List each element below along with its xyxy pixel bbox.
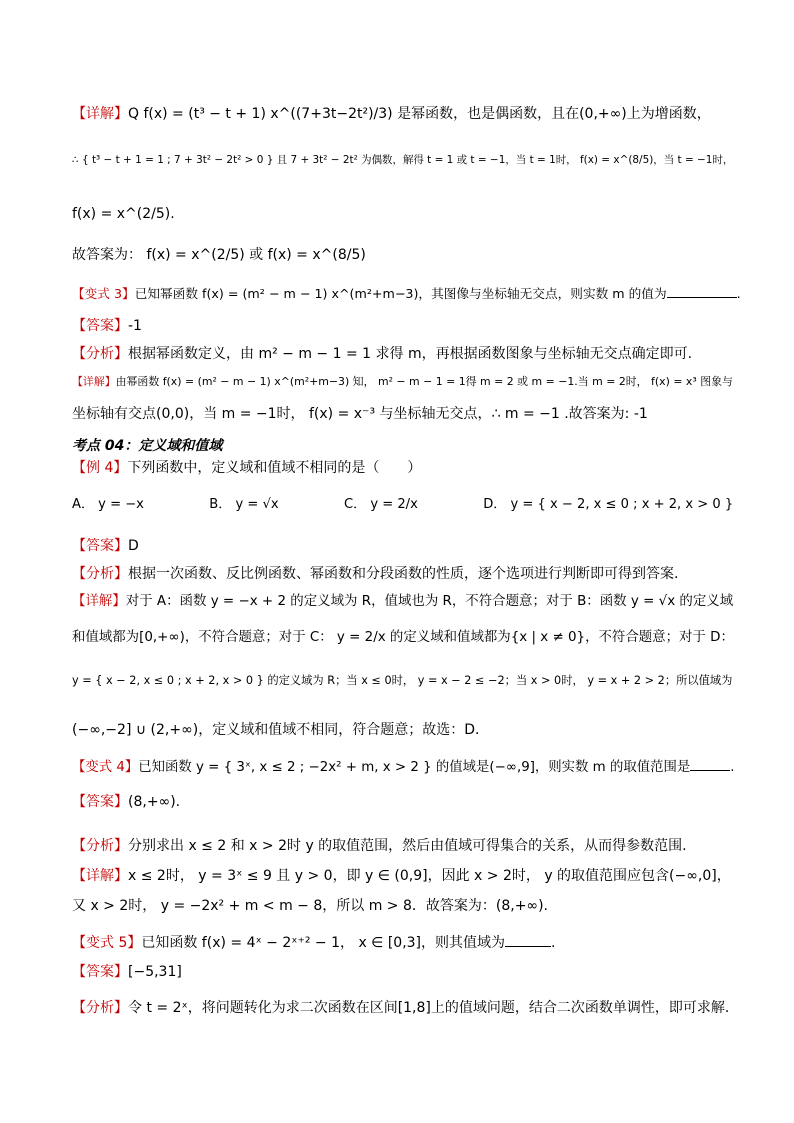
line-text: 已知函数 y = { 3ˣ, x ≤ 2 ; −2x² + m, x > 2 } 的值域是(−∞,9]，则实数 m 的取值范围是 (138, 760, 691, 775)
line-text: 故答案为： f(x) = x^(2/5) 或 f(x) = x^(8/5) (72, 247, 366, 263)
section-tag: 【变式 4】 (72, 760, 139, 775)
text-line (72, 536, 734, 556)
section-tag: 【分析】 (72, 566, 128, 582)
text-line: 【变式 3】已知幂函数 f(x) = (m² − m − 1) x^(m²+m−3)，其图像与坐标轴无交点，则实数 m 的值为 . (72, 283, 734, 304)
section-tag: 【变式 3】 (72, 286, 135, 301)
section-tag: 【例 4】 (72, 460, 128, 476)
text-line (72, 866, 734, 886)
line-text: 下列函数中，定义域和值域不相同的是（ ） (127, 460, 422, 476)
text-line (72, 720, 734, 740)
section-heading (72, 436, 734, 456)
text-line (72, 896, 734, 916)
text-line (72, 316, 734, 336)
text-line (72, 962, 734, 982)
line-text: ∴ { t³ − t + 1 = 1 ; 7 + 3t² − 2t² > 0 } 且 7 + 3t² − 2t² 为偶数，解得 t = 1 或 t = −1，当 t = 1时， f(x) = x^(8/5)，当 t = −1时， (72, 154, 734, 166)
section-tag: 【分析】 (72, 838, 128, 854)
line-text: 又 x > 2时， y = −2x² + m < m − 8，所以 m > 8．故答案为：(8,+∞). (72, 898, 548, 914)
text-line (72, 404, 734, 424)
section-tag: 【分析】 (72, 346, 128, 362)
section-tag: 【详解】 (72, 868, 128, 884)
text-line (72, 150, 734, 170)
section-tag: 【变式 5】 (72, 935, 142, 951)
line-text: Q f(x) = (t³ − t + 1) x^((7+3t−2t²)/3) 是幂函数，也是偶函数，且在(0,+∞)上为增函数， (128, 106, 711, 122)
section-tag: 【分析】 (72, 1000, 128, 1016)
text-line (72, 458, 734, 478)
line-text: 根据幂函数定义，由 m² − m − 1 = 1 求得 m，再根据函数图象与坐标轴无交点确定即可. (128, 346, 693, 362)
section-tag: 【答案】 (72, 318, 128, 334)
line-text: -1 (128, 318, 142, 334)
line-text: 考点 04：定义域和值域 (72, 438, 223, 454)
line-text: 对于 A：函数 y = −x + 2 的定义域为 R，值域也为 R，不符合题意；对于 B：函数 y = √x 的定义域 (125, 594, 734, 609)
section-tag: 【详解】 (72, 594, 126, 609)
line-text: 分别求出 x ≤ 2 和 x > 2时 y 的取值范围，然后由值域可得集合的关系，从而得参数范围. (128, 838, 687, 854)
text-line (72, 792, 734, 812)
line-text: 已知幂函数 f(x) = (m² − m − 1) x^(m²+m−3)，其图像与坐标轴无交点，则实数 m 的值为 (134, 286, 667, 301)
line-text: y = { x − 2, x ≤ 0 ; x + 2, x > 0 } 的定义域为 R；当 x ≤ 0时， y = x − 2 ≤ −2；当 x > 0时， y = x + 2 > 2；所以值域为 (72, 674, 733, 687)
text-line (72, 495, 734, 515)
line-text: 坐标轴有交点(0,0)，当 m = −1时， f(x) = x⁻³ 与坐标轴无交点，∴ m = −1 .故答案为: -1 (72, 406, 648, 422)
line-text: (−∞,−2] ∪ (2,+∞)，定义域和值域不相同，符合题意；故选：D. (72, 722, 480, 738)
line-text: (8,+∞). (128, 794, 181, 810)
text-line (72, 671, 734, 691)
section-tag: 【答案】 (72, 964, 128, 980)
section-tag: 【答案】 (72, 794, 128, 810)
line-text: 已知函数 f(x) = 4ˣ − 2ˣ⁺² − 1， x ∈ [0,3]，则其值域为 (141, 935, 506, 951)
line-text: 令 t = 2ˣ，将问题转化为求二次函数在区间[1,8]上的值域问题，结合二次函数单调性，即可求解. (128, 1000, 730, 1016)
answer-blank (690, 756, 730, 771)
text-line (72, 104, 734, 124)
text-line (72, 372, 734, 392)
line-text: [−5,31] (128, 964, 182, 980)
section-tag: 【详解】 (72, 106, 128, 122)
text-line (72, 628, 734, 648)
line-text: 由幂函数 f(x) = (m² − m − 1) x^(m²+m−3) 知， m² − m − 1 = 1得 m = 2 或 m = −1.当 m = 2时， f(x) = x³ 图象与 (115, 375, 733, 388)
text-line (72, 592, 734, 612)
text-line (72, 998, 734, 1018)
section-tag: 【详解】 (72, 375, 116, 388)
text-line (72, 836, 734, 856)
line-text: f(x) = x^(2/5). (72, 206, 175, 222)
line-text: 根据一次函数、反比例函数、幂函数和分段函数的性质，逐个选项进行判断即可得到答案. (128, 566, 679, 582)
answer-blank (505, 932, 551, 947)
text-line (72, 344, 734, 364)
section-tag: 【答案】 (72, 538, 128, 554)
text-line (72, 245, 734, 265)
text-line (72, 204, 734, 224)
line-text: x ≤ 2时， y = 3ˣ ≤ 9 且 y > 0，即 y ∈ (0,9]，因此 x > 2时， y 的取值范围应包含(−∞,0]， (128, 868, 731, 884)
line-text: A． y = −x B． y = √x C． y = 2/x D． y = { x − 2, x ≤ 0 ; x + 2, x > 0 } (72, 497, 734, 512)
line-text: D (128, 538, 139, 554)
answer-blank (667, 283, 737, 298)
text-line: 【变式 4】已知函数 y = { 3ˣ, x ≤ 2 ; −2x² + m, x > 2 } 的值域是(−∞,9]，则实数 m 的取值范围是 . (72, 756, 734, 778)
text-line (72, 564, 734, 584)
text-line: 【变式 5】已知函数 f(x) = 4ˣ − 2ˣ⁺² − 1， x ∈ [0,3]，则其值域为 . (72, 932, 734, 953)
line-text: 和值域都为[0,+∞)，不符合题意；对于 C： y = 2/x 的定义域和值域都为{x | x ≠ 0}，不符合题意；对于 D： (72, 630, 734, 645)
